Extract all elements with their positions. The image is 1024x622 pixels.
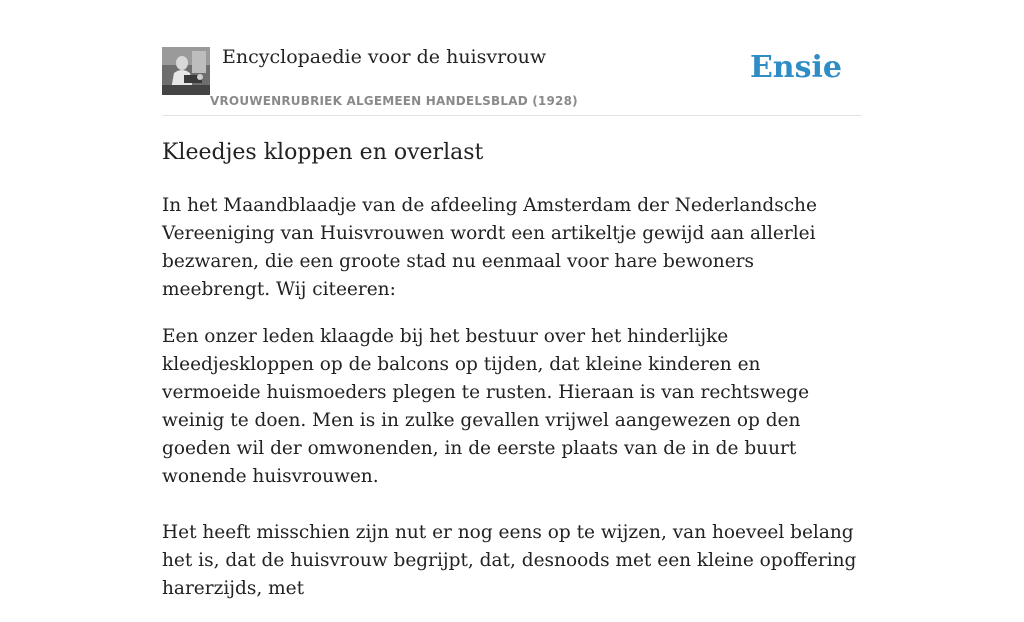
article-paragraph: In het Maandblaadje van de afdeeling Amsterdam der Nederlandsche Vereeniging van Huisvrouwen wordt een artikeltje gewijd aan allerlei bezwaren, die een groote stad nu eenmaal voor hare bewoners meebrengt. Wij citeeren: xyxy=(162,195,817,300)
vintage-photo-avatar-icon xyxy=(162,47,210,95)
avatar[interactable] xyxy=(162,47,210,95)
article-title: Kleedjes kloppen en overlast xyxy=(162,140,484,165)
brand-logo[interactable]: Ensie xyxy=(749,50,842,85)
article-paragraph: Een onzer leden klaagde bij het bestuur over het hinderlijke kleedjeskloppen op de balcons op tijden, dat kleine kinderen en vermoeide huismoeders plegen te rusten. Hieraan is van rechtswege weinig te doen. Men is in zulke gevallen vrijwel aangewezen op den goeden wil der omwonenden, in de eerste plaats van de in de buurt wonende huisvrouwen. xyxy=(162,326,810,487)
article-paragraph: Het heeft misschien zijn nut er nog eens op te wijzen, van hoeveel belang het is, dat de huisvrouw begrijpt, dat, desnoods met een kleine opoffering harerzijds, met xyxy=(162,522,857,599)
site-title[interactable]: Encyclopaedie voor de huisvrouw xyxy=(222,46,547,68)
article-body xyxy=(162,192,862,622)
content-column xyxy=(162,0,862,599)
site-header xyxy=(162,0,862,116)
site-subtitle: VROUWENRUBRIEK ALGEMEEN HANDELSBLAD (1928) xyxy=(210,94,578,108)
